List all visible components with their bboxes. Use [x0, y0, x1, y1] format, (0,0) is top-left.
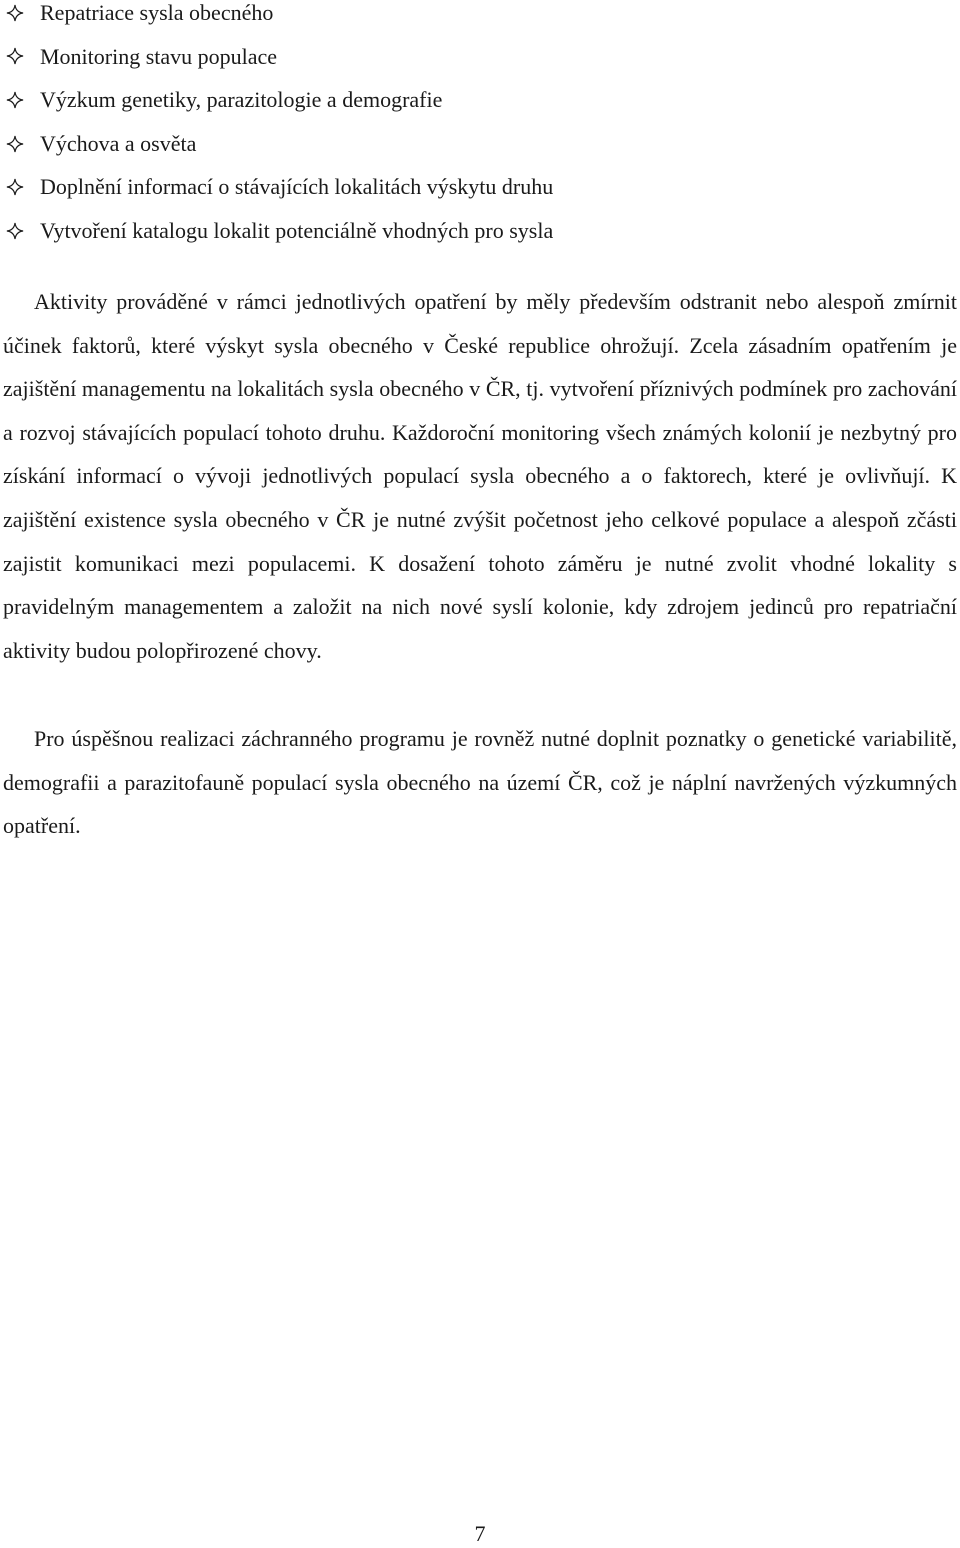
four-point-star-outline-icon	[0, 47, 40, 65]
page-number: 7	[474, 1521, 486, 1546]
body-paragraph: Pro úspěšnou realizaci záchranného programu je rovněž nutné doplnit poznatky o genetické variabilitě, demografii a parazitofauně populací sysla obecného na území ČR, což je náplní navržených výzkumných opatření.	[3, 726, 957, 839]
bullet-item	[0, 35, 960, 79]
four-point-star-outline-icon	[0, 135, 40, 153]
bullet-item	[0, 78, 960, 122]
four-point-star-outline-icon	[0, 91, 40, 109]
bullet-text: Monitoring stavu populace	[40, 43, 278, 69]
bullet-item	[0, 0, 960, 35]
body-paragraph: Aktivity prováděné v rámci jednotlivých opatření by měly především odstranit nebo alespoň zmírnit účinek faktorů, které výskyt sysla obecného v České republice ohrožují. Zcela zásadním opatřením je zajištění managementu na lokalitách sysla obecného v ČR, tj. vytvoření příznivých podmínek pro zachování a rozvoj stávajících populací tohoto druhu. Každoroční monitoring všech známých kolonií je nezbytný pro získání informací o vývoji jednotlivých populací sysla obecného a o faktorech, které je ovlivňují. K zajištění existence sysla obecného v ČR je nutné zvýšit početnost jeho celkové populace a alespoň zčásti zajistit komunikaci mezi populacemi. K dosažení tohoto záměru je nutné zvolit vhodné lokality s pravidelným managementem a založit na nich nové syslí kolonie, kdy zdrojem jedinců pro repatriační aktivity budou polopřirozené chovy.	[3, 289, 957, 663]
four-point-star-outline-icon	[0, 178, 40, 196]
bullet-text: Vytvoření katalogu lokalit potenciálně vhodných pro sysla	[40, 217, 554, 243]
bullet-item	[0, 209, 960, 253]
bullet-text: Výzkum genetiky, parazitologie a demografie	[40, 87, 443, 113]
bullet-text: Doplnění informací o stávajících lokalitách výskytu druhu	[40, 174, 554, 200]
bullet-list	[0, 0, 960, 253]
four-point-star-outline-icon	[0, 222, 40, 240]
bullet-text: Repatriace sysla obecného	[40, 0, 274, 25]
bullet-item	[0, 122, 960, 166]
four-point-star-outline-icon	[0, 4, 40, 22]
bullet-item	[0, 165, 960, 209]
bullet-text: Výchova a osvěta	[40, 130, 197, 156]
